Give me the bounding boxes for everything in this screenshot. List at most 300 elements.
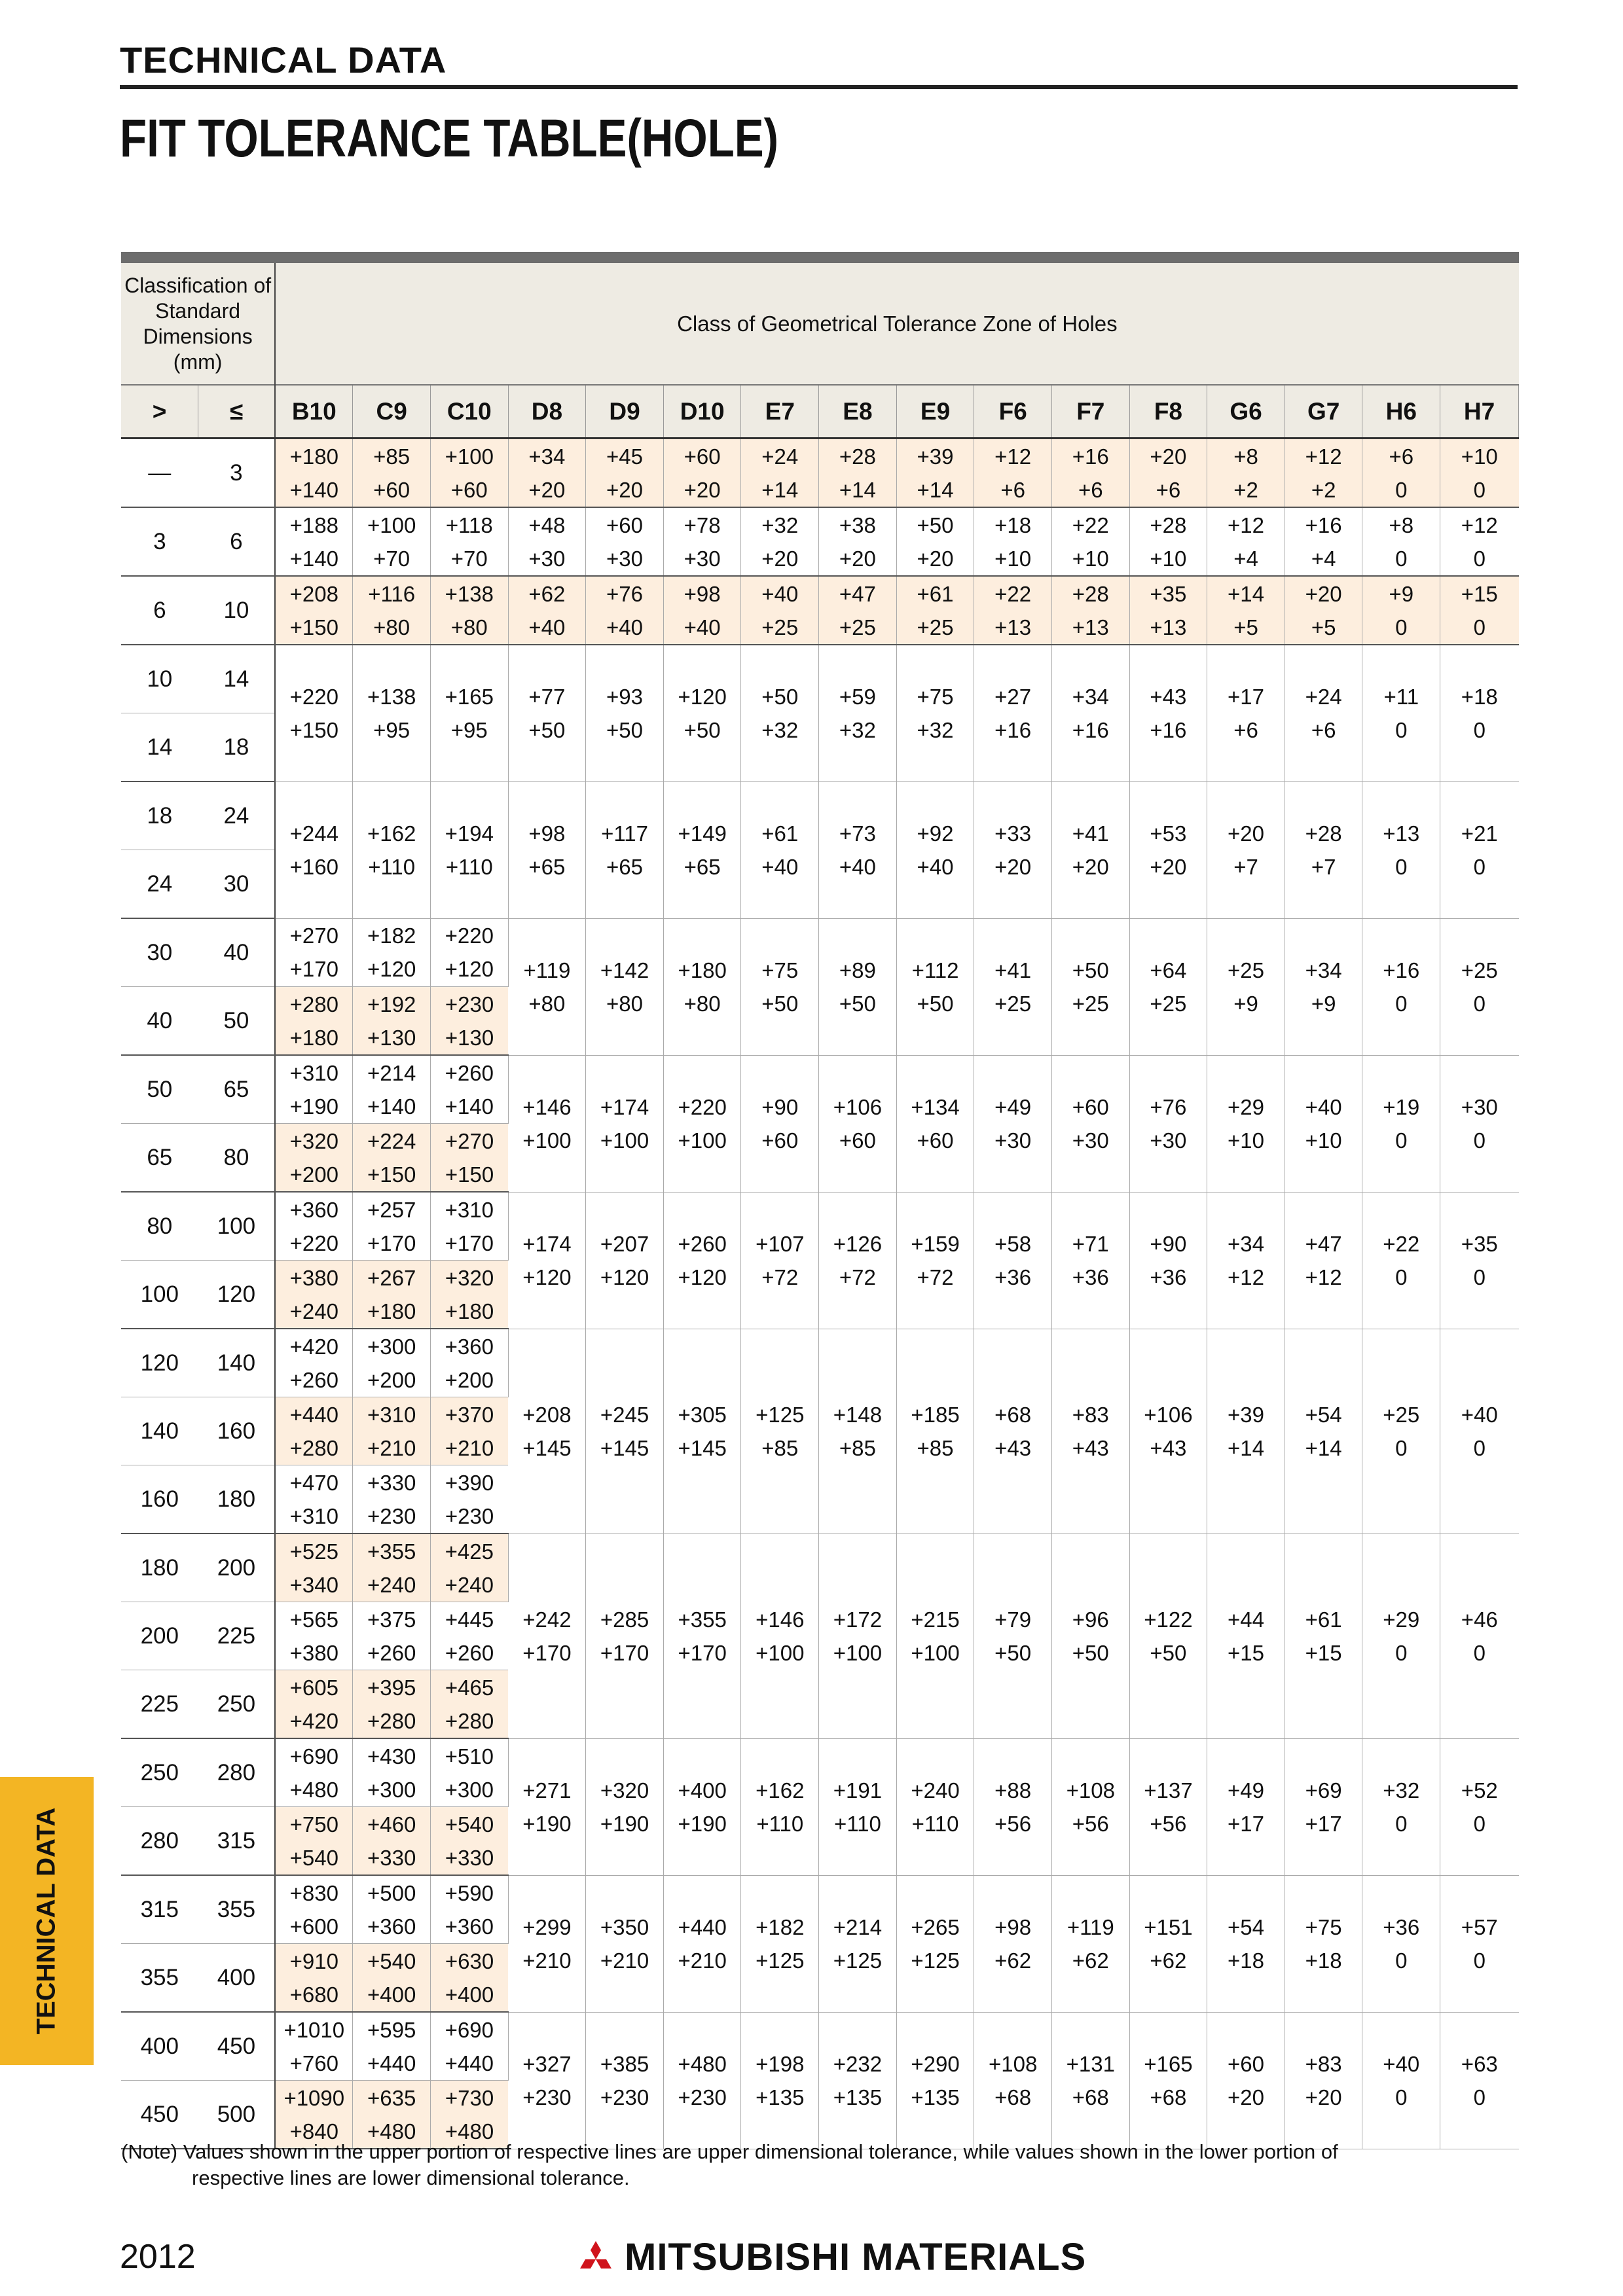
lower-tolerance: 0	[1395, 1811, 1408, 1836]
tolerance-cell	[430, 645, 508, 781]
tolerance-cell	[974, 645, 1052, 781]
lower-tolerance: +12	[1228, 1265, 1265, 1289]
lower-tolerance: +2	[1311, 477, 1336, 502]
upper-tolerance: +46	[1461, 1607, 1498, 1632]
dim-to: 100	[198, 1192, 276, 1261]
lower-tolerance: +80	[684, 991, 721, 1016]
tolerance-cell	[430, 987, 508, 1056]
lower-tolerance: +20	[917, 546, 954, 571]
lower-tolerance: +300	[445, 1777, 494, 1802]
upper-tolerance: +85	[373, 444, 410, 469]
lower-tolerance: +65	[528, 854, 566, 879]
upper-tolerance: +162	[367, 821, 416, 846]
class-code-row	[121, 385, 1519, 439]
lower-tolerance: +10	[1150, 546, 1187, 571]
tolerance-cell	[974, 507, 1052, 576]
lower-tolerance: +120	[367, 957, 416, 982]
tolerance-cell	[1207, 1055, 1285, 1192]
tolerance-cell	[430, 1875, 508, 1944]
lower-tolerance: +20	[1150, 854, 1187, 879]
lower-tolerance: +20	[1305, 2085, 1342, 2109]
upper-tolerance: +174	[522, 1231, 572, 1256]
tolerance-cell	[663, 1738, 741, 1875]
upper-tolerance: +220	[678, 1094, 727, 1119]
upper-tolerance: +460	[367, 1812, 416, 1837]
class-code-header: F6	[974, 385, 1052, 439]
tolerance-cell	[508, 1329, 586, 1534]
lower-tolerance: +60	[917, 1128, 954, 1153]
lower-tolerance: 0	[1395, 991, 1408, 1016]
dim-to: 120	[198, 1261, 276, 1329]
tolerance-cell	[1129, 781, 1207, 918]
upper-tolerance: +290	[911, 2051, 960, 2076]
lower-tolerance: +170	[600, 1640, 649, 1665]
lower-tolerance: +25	[994, 991, 1032, 1016]
lower-tolerance: 0	[1473, 615, 1486, 639]
upper-tolerance: +79	[994, 1607, 1032, 1632]
lower-tolerance: +30	[606, 546, 644, 571]
page-number: 2012	[120, 2238, 196, 2276]
tolerance-cell	[1440, 1192, 1519, 1329]
tolerance-cell	[1207, 507, 1285, 576]
tolerance-cell	[1285, 918, 1362, 1055]
upper-tolerance: +119	[523, 958, 571, 982]
tolerance-cell	[430, 1670, 508, 1739]
dim-to: 30	[198, 850, 276, 919]
note-line-1: (Note) Values shown in the upper portion of respective lines are upper dimensional tolerance, while values shown in the lower portion of	[121, 2140, 1338, 2163]
tolerance-cell	[896, 1875, 974, 2012]
class-code-header: F8	[1129, 385, 1207, 439]
dim-from: 18	[121, 781, 198, 850]
upper-tolerance: +83	[1305, 2051, 1342, 2076]
lower-tolerance: +110	[833, 1811, 881, 1836]
lower-tolerance: +72	[917, 1265, 954, 1289]
tolerance-cell	[586, 576, 664, 645]
lower-tolerance: +40	[839, 854, 876, 879]
upper-tolerance: +61	[1305, 1607, 1342, 1632]
upper-tolerance: +40	[761, 581, 799, 606]
tolerance-cell	[896, 1192, 974, 1329]
lower-tolerance: +330	[445, 1845, 494, 1870]
tolerance-cell	[1285, 1329, 1362, 1534]
upper-tolerance: +224	[367, 1128, 416, 1153]
upper-tolerance: +15	[1461, 581, 1498, 606]
tolerance-cell	[663, 645, 741, 781]
tolerance-cell	[275, 576, 353, 645]
tolerance-cell	[508, 2012, 586, 2149]
tolerance-cell	[896, 576, 974, 645]
lower-tolerance: +30	[528, 546, 566, 571]
upper-tolerance: +330	[367, 1470, 416, 1495]
dim-to: 140	[198, 1329, 276, 1397]
tolerance-cell	[1362, 2012, 1440, 2149]
lower-tolerance: 0	[1395, 1640, 1408, 1665]
lower-tolerance: +110	[445, 854, 493, 879]
lower-tolerance: 0	[1473, 1948, 1486, 1973]
lower-tolerance: +440	[445, 2051, 494, 2075]
upper-tolerance: +22	[994, 581, 1032, 606]
lower-tolerance: +10	[994, 546, 1032, 571]
dim-from: 14	[121, 713, 198, 782]
tolerance-cell	[275, 1875, 353, 1944]
tolerance-cell	[275, 1261, 353, 1329]
tolerance-cell	[819, 439, 897, 508]
upper-tolerance: +16	[1305, 512, 1342, 537]
table-row	[121, 781, 1519, 850]
upper-tolerance: +32	[761, 512, 799, 537]
tolerance-cell	[353, 1124, 431, 1193]
lower-tolerance: +150	[445, 1162, 494, 1187]
tolerance-cell	[1207, 2012, 1285, 2149]
upper-tolerance: +395	[367, 1675, 416, 1700]
lower-tolerance: +180	[289, 1025, 338, 1050]
upper-tolerance: +13	[1383, 821, 1420, 846]
lower-tolerance: 0	[1395, 546, 1408, 571]
lower-tolerance: +230	[600, 2085, 649, 2109]
upper-tolerance: +76	[1150, 1094, 1187, 1119]
upper-tolerance: +310	[367, 1402, 416, 1427]
tolerance-cell	[508, 1192, 586, 1329]
upper-tolerance: +117	[601, 821, 648, 846]
lower-tolerance: +30	[994, 1128, 1032, 1153]
upper-tolerance: +162	[756, 1778, 805, 1803]
class-code-header: H6	[1362, 385, 1440, 439]
tolerance-cell	[1285, 576, 1362, 645]
tolerance-cell	[353, 1738, 431, 1807]
class-code-header: H7	[1440, 385, 1519, 439]
tolerance-cell	[1207, 576, 1285, 645]
upper-tolerance: +54	[1228, 1914, 1265, 1939]
tolerance-cell	[663, 439, 741, 508]
tolerance-cell	[1440, 1738, 1519, 1875]
upper-tolerance: +270	[289, 924, 338, 948]
dim-from: 40	[121, 987, 198, 1056]
class-code-header: E7	[741, 385, 819, 439]
lower-tolerance: +170	[367, 1230, 416, 1255]
upper-tolerance: +11	[1383, 684, 1419, 709]
lower-tolerance: +230	[678, 2085, 727, 2109]
tolerance-cell	[586, 439, 664, 508]
tolerance-cell	[1207, 1875, 1285, 2012]
lower-tolerance: +230	[522, 2085, 572, 2109]
lower-tolerance: +150	[289, 717, 338, 742]
table-top-rule	[121, 252, 1519, 263]
tolerance-cell	[430, 1944, 508, 2013]
tolerance-cell	[1440, 781, 1519, 918]
upper-tolerance: +165	[1144, 2051, 1193, 2076]
upper-tolerance: +142	[600, 958, 649, 982]
tolerance-cell	[663, 1192, 741, 1329]
upper-tolerance: +71	[1072, 1231, 1109, 1256]
upper-tolerance: +12	[1228, 512, 1265, 537]
tolerance-cell	[1051, 576, 1129, 645]
table-row	[121, 1055, 1519, 1124]
lower-tolerance: +17	[1305, 1811, 1342, 1836]
upper-tolerance: +61	[761, 821, 799, 846]
upper-tolerance: +32	[1383, 1778, 1420, 1803]
dim-to: 225	[198, 1602, 276, 1670]
dim-from: —	[121, 439, 198, 508]
tolerance-cell	[275, 1738, 353, 1807]
dim-from: 80	[121, 1192, 198, 1261]
upper-tolerance: +12	[1305, 444, 1342, 469]
upper-tolerance: +20	[1150, 444, 1187, 469]
upper-tolerance: +214	[367, 1060, 416, 1085]
lower-tolerance: +32	[917, 717, 954, 742]
tolerance-cell	[430, 1261, 508, 1329]
upper-tolerance: +14	[1228, 581, 1265, 606]
lower-tolerance: +100	[756, 1640, 805, 1665]
tolerance-cell	[663, 576, 741, 645]
page-title: FIT TOLERANCE TABLE(HOLE)	[120, 109, 779, 168]
upper-tolerance: +375	[367, 1607, 416, 1632]
lower-tolerance: +18	[1228, 1948, 1265, 1973]
upper-tolerance: +214	[833, 1914, 883, 1939]
lower-tolerance: +100	[833, 1640, 883, 1665]
lower-tolerance: +85	[917, 1435, 954, 1460]
upper-tolerance: +61	[917, 581, 954, 606]
upper-tolerance: +1090	[283, 2085, 345, 2110]
lower-tolerance: +30	[1150, 1128, 1187, 1153]
lower-tolerance: +14	[1305, 1435, 1342, 1460]
tolerance-cell	[663, 918, 741, 1055]
tolerance-cell	[275, 781, 353, 918]
tolerance-cell	[353, 1875, 431, 1944]
tolerance-cell	[430, 1055, 508, 1124]
lower-tolerance: +14	[761, 477, 799, 502]
tolerance-cell	[275, 507, 353, 576]
lower-tolerance: 0	[1395, 717, 1408, 742]
lower-tolerance: +62	[1150, 1948, 1187, 1973]
dim-from: 355	[121, 1944, 198, 2013]
tolerance-cell	[819, 1534, 897, 1738]
tolerance-cell	[974, 1055, 1052, 1192]
lower-tolerance: +80	[528, 991, 566, 1016]
tolerance-cell	[1207, 1329, 1285, 1534]
upper-tolerance: +28	[1072, 581, 1109, 606]
tolerance-cell	[1285, 1875, 1362, 2012]
table-row	[121, 645, 1519, 713]
lower-tolerance: +6	[1311, 717, 1336, 742]
upper-tolerance: +60	[606, 512, 644, 537]
tolerance-cell	[974, 439, 1052, 508]
lower-tolerance: 0	[1395, 477, 1408, 502]
tolerance-cell	[353, 1465, 431, 1534]
upper-tolerance: +16	[1072, 444, 1109, 469]
dim-to: 280	[198, 1738, 276, 1807]
upper-tolerance: +180	[289, 444, 338, 469]
dim-to: 180	[198, 1465, 276, 1534]
lower-tolerance: +20	[606, 477, 644, 502]
upper-tolerance: +59	[839, 684, 876, 709]
upper-tolerance: +33	[994, 821, 1032, 846]
dim-to: 450	[198, 2012, 276, 2081]
lower-tolerance: +260	[445, 1640, 494, 1665]
tolerance-cell	[819, 576, 897, 645]
upper-tolerance: +40	[1461, 1402, 1498, 1427]
tolerance-cell	[974, 1192, 1052, 1329]
tolerance-cell	[1051, 1534, 1129, 1738]
class-code-header: C10	[430, 385, 508, 439]
lower-tolerance: +260	[289, 1367, 338, 1392]
dim-from: 100	[121, 1261, 198, 1329]
upper-tolerance: +420	[289, 1334, 338, 1359]
upper-tolerance: +355	[367, 1539, 416, 1564]
tolerance-cell	[741, 645, 819, 781]
upper-tolerance: +131	[1066, 2051, 1115, 2076]
lower-tolerance: +840	[289, 2119, 338, 2144]
upper-tolerance: +470	[289, 1470, 338, 1495]
dim-from: 160	[121, 1465, 198, 1534]
section-header	[120, 39, 1518, 89]
upper-tolerance: +49	[994, 1094, 1032, 1119]
upper-tolerance: +112	[911, 958, 959, 982]
tolerance-cell	[430, 1602, 508, 1670]
upper-tolerance: +242	[522, 1607, 572, 1632]
upper-tolerance: +180	[678, 958, 727, 982]
lower-tolerance: +72	[761, 1265, 799, 1289]
lower-tolerance: +230	[367, 1503, 416, 1528]
upper-tolerance: +385	[600, 2051, 649, 2076]
lower-tolerance: +9	[1311, 991, 1336, 1016]
tolerance-cell	[1285, 781, 1362, 918]
lower-tolerance: +180	[445, 1299, 494, 1323]
tolerance-cell	[353, 2012, 431, 2081]
lower-tolerance: +125	[756, 1948, 805, 1973]
tolerance-cell	[741, 1875, 819, 2012]
upper-tolerance: +174	[600, 1094, 649, 1119]
tolerance-cell	[1129, 1534, 1207, 1738]
upper-tolerance: +38	[839, 512, 876, 537]
upper-tolerance: +39	[917, 444, 954, 469]
lower-tolerance: +16	[1072, 717, 1109, 742]
upper-tolerance: +595	[367, 2017, 416, 2042]
tolerance-cell	[663, 1329, 741, 1534]
upper-tolerance: +90	[1150, 1231, 1187, 1256]
lower-tolerance: 0	[1473, 991, 1486, 1016]
upper-tolerance: +192	[367, 992, 416, 1016]
class-code-header: G6	[1207, 385, 1285, 439]
upper-tolerance: +34	[1228, 1231, 1265, 1256]
tolerance-cell	[663, 1534, 741, 1738]
dim-from: 250	[121, 1738, 198, 1807]
dim-le-header: ≤	[198, 385, 276, 439]
lower-tolerance: +300	[367, 1777, 416, 1802]
upper-tolerance: +30	[1461, 1094, 1498, 1119]
tolerance-cell	[1362, 645, 1440, 781]
dim-to: 65	[198, 1055, 276, 1124]
tolerance-cell	[353, 1534, 431, 1602]
upper-tolerance: +188	[289, 512, 338, 537]
upper-tolerance: +20	[1305, 581, 1342, 606]
upper-tolerance: +50	[1072, 958, 1109, 982]
tolerance-cell	[819, 781, 897, 918]
lower-tolerance: +16	[1150, 717, 1187, 742]
tolerance-cell	[1207, 1192, 1285, 1329]
lower-tolerance: +200	[367, 1367, 416, 1392]
class-code-header: G7	[1285, 385, 1362, 439]
upper-tolerance: +18	[1461, 684, 1498, 709]
dim-to: 10	[198, 576, 276, 645]
upper-tolerance: +44	[1228, 1607, 1265, 1632]
lower-tolerance: +540	[289, 1845, 338, 1870]
lower-tolerance: +110	[368, 854, 416, 879]
upper-tolerance: +98	[528, 821, 566, 846]
lower-tolerance: +190	[600, 1811, 649, 1836]
lower-tolerance: +10	[1305, 1128, 1342, 1153]
tolerance-cell	[1051, 2012, 1129, 2149]
tolerance-grid	[121, 263, 1519, 2149]
tolerance-cell	[353, 439, 431, 508]
upper-tolerance: +465	[445, 1675, 494, 1700]
upper-tolerance: +100	[445, 444, 494, 469]
upper-tolerance: +430	[367, 1744, 416, 1768]
lower-tolerance: +210	[600, 1948, 649, 1973]
upper-tolerance: +12	[1461, 512, 1498, 537]
tolerance-cell	[974, 1329, 1052, 1534]
tolerance-cell	[974, 576, 1052, 645]
lower-tolerance: +72	[839, 1265, 876, 1289]
tolerance-cell	[1051, 1055, 1129, 1192]
lower-tolerance: +125	[911, 1948, 960, 1973]
upper-tolerance: +271	[522, 1778, 572, 1803]
upper-tolerance: +64	[1150, 958, 1187, 982]
upper-tolerance: +54	[1305, 1402, 1342, 1427]
upper-tolerance: +198	[756, 2051, 805, 2076]
tolerance-cell	[508, 918, 586, 1055]
upper-tolerance: +525	[289, 1539, 338, 1564]
lower-tolerance: +40	[761, 854, 799, 879]
tolerance-cell	[1440, 918, 1519, 1055]
upper-tolerance: +21	[1461, 821, 1498, 846]
upper-tolerance: +118	[445, 512, 493, 537]
dim-from: 140	[121, 1397, 198, 1465]
upper-tolerance: +116	[368, 581, 416, 606]
upper-tolerance: +12	[994, 444, 1032, 469]
upper-tolerance: +320	[600, 1778, 649, 1803]
class-code-header: E8	[819, 385, 897, 439]
upper-tolerance: +39	[1228, 1402, 1265, 1427]
upper-tolerance: +36	[1383, 1914, 1420, 1939]
tolerance-cell	[1051, 781, 1129, 918]
upper-tolerance: +245	[600, 1402, 649, 1427]
upper-tolerance: +89	[839, 958, 876, 982]
tolerance-cell	[1440, 1329, 1519, 1534]
dim-to: 14	[198, 645, 276, 713]
upper-tolerance: +8	[1389, 512, 1414, 537]
upper-tolerance: +320	[289, 1128, 338, 1153]
lower-tolerance: 0	[1395, 2085, 1408, 2109]
lower-tolerance: +62	[1072, 1948, 1109, 1973]
tolerance-cell	[430, 781, 508, 918]
upper-tolerance: +125	[756, 1402, 805, 1427]
upper-tolerance: +98	[994, 1914, 1032, 1939]
lower-tolerance: +15	[1228, 1640, 1265, 1665]
lower-tolerance: +280	[289, 1435, 338, 1460]
lower-tolerance: +170	[522, 1640, 572, 1665]
tolerance-cell	[1129, 1055, 1207, 1192]
tolerance-cell	[275, 1124, 353, 1193]
lower-tolerance: +135	[911, 2085, 960, 2109]
tolerance-cell	[1207, 1534, 1285, 1738]
tolerance-cell	[1129, 645, 1207, 781]
lower-tolerance: 0	[1473, 1128, 1486, 1153]
dim-to: 6	[198, 507, 276, 576]
tolerance-cell	[430, 576, 508, 645]
tolerance-cell	[586, 1875, 664, 2012]
tolerance-cell	[741, 2012, 819, 2149]
tolerance-cell	[1440, 1875, 1519, 2012]
